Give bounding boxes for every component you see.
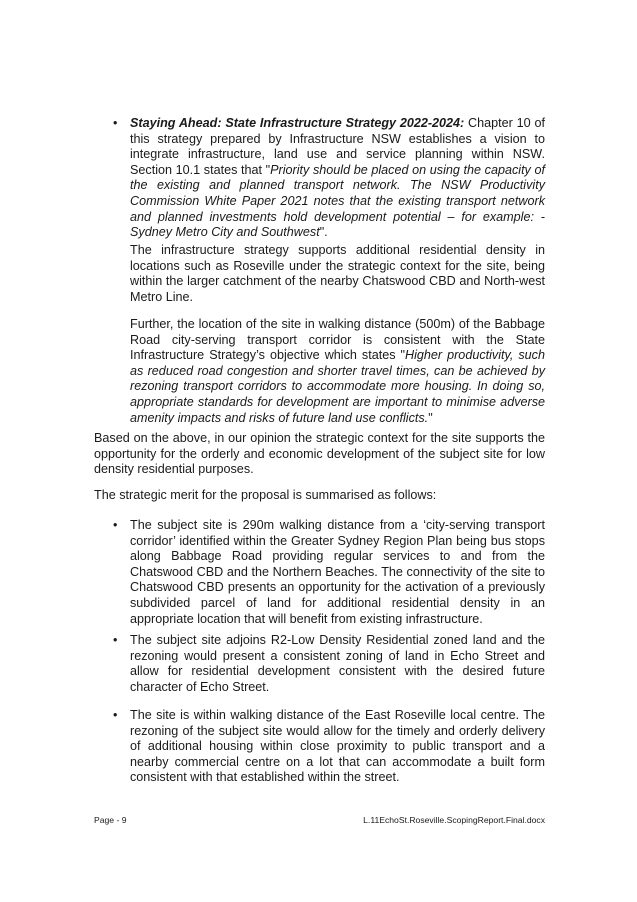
bullet-marker: • <box>113 116 118 130</box>
merit-bullet-text: The subject site is 290m walking distance from a ‘city-serving transport corridor’ identified within the Greater Sydney Region Plan being bus stops along Babbage Road providing regular services to and from the Chatswood CBD and the Northern Beaches. The connectivity of the site to Chatswood CBD presents an opportunity for the activation of a previously subdivided parcel of land for additional residential density in an appropriate location that will benefit from existing infrastructure. <box>130 518 545 626</box>
merit-bullet-zoning <box>113 633 545 695</box>
bullet-lead-title: Staying Ahead: State Infrastructure Strategy 2022-2024: <box>130 116 465 130</box>
bullet-marker: • <box>113 518 118 532</box>
footer-filename: L.11EchoSt.Roseville.ScopingReport.Final.docx <box>363 815 545 825</box>
bullet-text-end: ". <box>319 225 328 240</box>
merit-bullet-text: The subject site adjoins R2-Low Density Residential zoned land and the rezoning would present a consistent zoning of land in Echo Street and allow for residential development consistent with the desired future character of Echo Street. <box>130 633 545 694</box>
bullet-quote: Priority should be placed on using the capacity of the existing and planned transport network. The NSW Productivity Commission White Paper 2021 notes that the existing transport network and planned investments hold development potential – for example: - Sydney Metro City and Southwest <box>130 162 546 240</box>
bullet-staying-ahead <box>113 116 546 241</box>
sub-paragraph-infrastructure: The infrastructure strategy supports additional residential density in locations such as Roseville under the strategic context for the site, being within the larger catchment of the nearby Chatswood CBD and North-west Metro Line. <box>130 243 545 304</box>
sub-paragraph-walking-distance <box>130 317 545 426</box>
bullet-marker: • <box>113 633 118 647</box>
footer-page-number: Page - 9 <box>94 815 127 825</box>
sub-paragraph-text-end: " <box>428 410 433 425</box>
merit-bullet-local-centre <box>113 708 545 786</box>
paragraph-strategic-merit: The strategic merit for the proposal is summarised as follows: <box>94 488 437 502</box>
bullet-text: Chapter 10 of this strategy prepared by Infrastructure NSW establishes a vision to integrate infrastructure, land use and service planning within NSW. Section 10.1 states that " <box>130 116 545 177</box>
merit-bullet-text: The site is within walking distance of the East Roseville local centre. The rezoning of the subject site would allow for the timely and orderly delivery of additional housing within close proximity to public transport and a nearby commercial centre on a lot that can accommodate a built form consistent with that established within the street. <box>130 708 545 785</box>
bullet-marker: • <box>113 708 118 722</box>
sub-paragraph-text: Further, the location of the site in walking distance (500m) of the Babbage Road city-serving transport corridor is consistent with the State Infrastructure Strategy’s objective which states " <box>130 317 545 363</box>
sub-paragraph-quote: Higher productivity, such as reduced road congestion and shorter travel times, can be achieved by rezoning transport corridors to accommodate more housing. In doing so, appropriate standards for development are important to minimise adverse amenity impacts and risks of future land use conflicts. <box>130 348 545 425</box>
merit-bullet-transport <box>113 518 545 627</box>
paragraph-strategic-context: Based on the above, in our opinion the strategic context for the site supports the opportunity for the orderly and economic development of the subject site for low density residential purposes. <box>94 431 545 477</box>
